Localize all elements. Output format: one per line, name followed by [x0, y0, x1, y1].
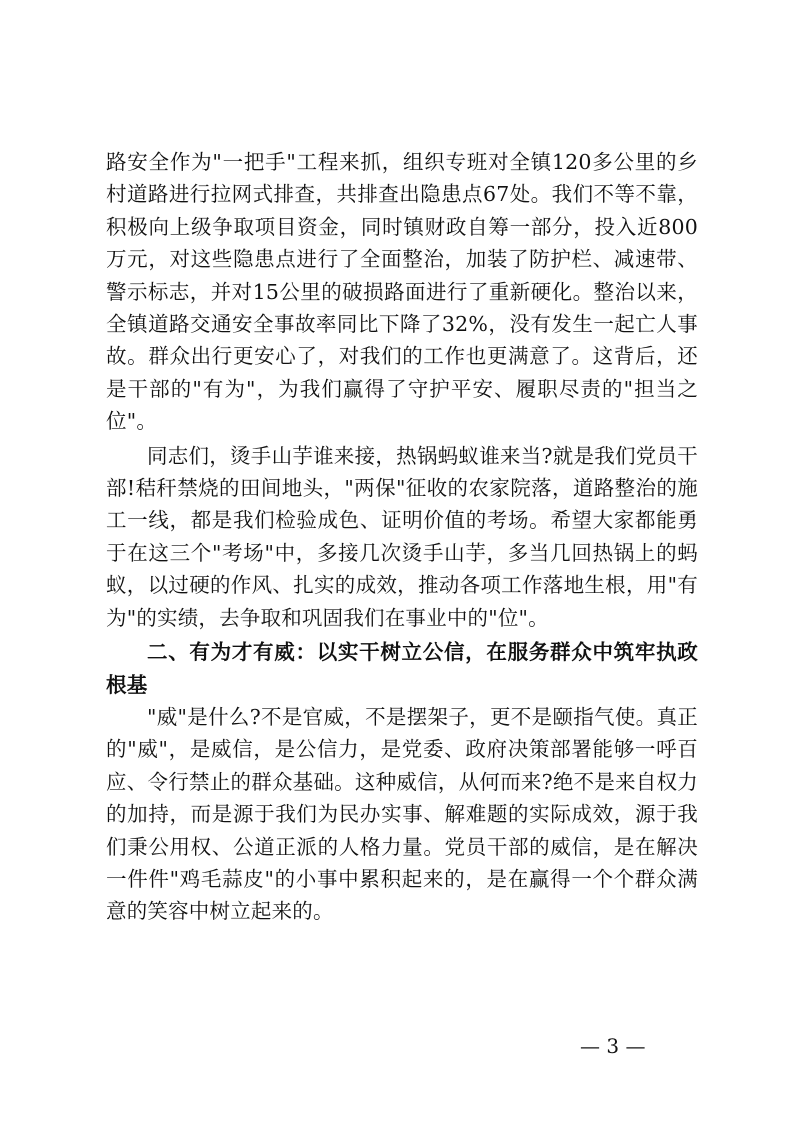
paragraph-3: "威"是什么?不是官威，不是摆架子，更不是颐指气使。真正的"威"，是威信，是公信力，是党委、政府决策部署能够一呼百应、令行禁止的群众基础。这种威信，从何而来?绝不是来自权力的加持，而是源于我们为民办实事、解难题的实际成效，源于我们秉公用权、公道正派的人格力量。党员干部的威信，是在解决一件件"鸡毛蒜皮"的小事中累积起来的，是在赢得一个个群众满意的笑容中树立起来的。 — [106, 704, 698, 924]
page-number: — 3 — — [580, 1034, 646, 1058]
section-heading: 二、有为才有威：以实干树立公信，在服务群众中筑牢执政根基 — [106, 640, 698, 697]
document-body — [106, 146, 698, 928]
paragraph-1: 路安全作为"一把手"工程来抓，组织专班对全镇120多公里的乡村道路进行拉网式排查，共排查出隐患点67处。我们不等不靠，积极向上级争取项目资金，同时镇财政自筹一部分，投入近800万元，对这些隐患点进行了全面整治，加装了防护栏、减速带、警示标志，并对15公里的破损路面进行了重新硬化。整治以来，全镇道路交通安全事故率同比下降了32%，没有发生一起亡人事故。群众出行更安心了，对我们的工作也更满意了。这背后，还是干部的"有为"，为我们赢得了守护平安、履职尽责的"担当之位"。 — [106, 150, 698, 434]
paragraph-2: 同志们，烫手山芋谁来接，热锅蚂蚁谁来当?就是我们党员干部!秸秆禁烧的田间地头，"两保"征收的农家院落，道路整治的施工一线，都是我们检验成色、证明价值的考场。希望大家都能勇于在这三个"考场"中，多接几次烫手山芋，多当几回热锅上的蚂蚁，以过硬的作风、扎实的成效，推动各项工作落地生根，用"有为"的实绩，去争取和巩固我们在事业中的"位"。 — [106, 443, 698, 630]
